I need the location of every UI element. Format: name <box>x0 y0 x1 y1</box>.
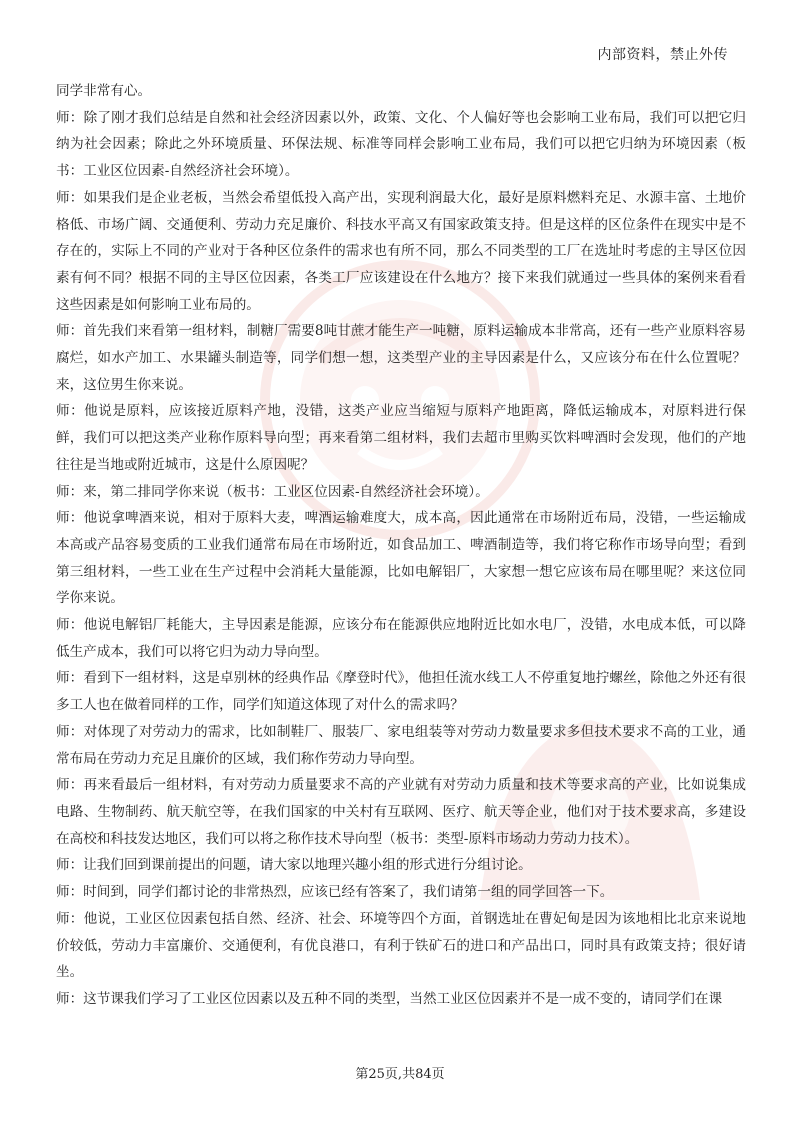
paragraph: 师：时间到，同学们都讨论的非常热烈，应该已经有答案了，我们请第一组的同学回答一下。 <box>56 884 614 901</box>
paragraph: 师：让我们回到课前提出的问题，请大家以地理兴趣小组的形式进行分组讨论。 <box>56 857 532 874</box>
paragraph: 师：除了刚才我们总结是自然和社会经济因素以外，政策、文化、个人偏好等也会影响工业布局，我们可以把它归纳为社会因素；除此之外环境质量、环保法规、标准等同样会影响工业布局，我们可以把它归纳为环境因素（板书：工业区位因素-自然经济社会环境）。 <box>56 109 746 180</box>
page-number: 第25页,共84页 <box>355 1067 445 1082</box>
paragraph: 师：对体现了对劳动力的需求，比如制鞋厂、服装厂、家电组装等对劳动力数量要求多但技术要求不高的工业，通常布局在劳动力充足且廉价的区域，我们称作劳动力导向型。 <box>56 723 746 767</box>
paragraph: 师：他说，工业区位因素包括自然、经济、社会、环境等四个方面，首钢选址在曹妃甸是因为该地相比北京来说地价较低，劳动力丰富廉价、交通便利，有优良港口，有利于铁矿石的进口和产品出口，同时具有政策支持；很好请坐。 <box>56 910 746 981</box>
paragraph: 师：再来看最后一组材料，有对劳动力质量要求不高的产业就有对劳动力质量和技术等要求高的产业，比如说集成电路、生物制药、航天航空等，在我们国家的中关村有互联网、医疗、航天等企业，他们对于技术要求高，多建设在高校和科技发达地区，我们可以将之称作技术导向型（板书：类型-原料市场动力劳动力技术）。 <box>56 777 746 847</box>
header-note: 内部资料，禁止外传 <box>597 47 728 63</box>
paragraph: 师：这节课我们学习了工业区位因素以及五种不同的类型，当然工业区位因素并不是一成不变的，请同学们在课 <box>56 990 723 1007</box>
paragraph: 师：他说电解铝厂耗能大，主导因素是能源，应该分布在能源供应地附近比如水电厂，没错，水电成本低，可以降低生产成本，我们可以将它归为动力导向型。 <box>56 617 746 660</box>
paragraph: 师：看到下一组材料，这是卓别林的经典作品《摩登时代》，他担任流水线工人不停重复地拧螺丝，除他之外还有很多工人也在做着同样的工作，同学们知道这体现了对什么的需求吗？ <box>56 670 746 714</box>
paragraph: 师：首先我们来看第一组材料，制糖厂需要8吨甘蔗才能生产一吨糖，原料运输成本非常高，还有一些产业原料容易腐烂，如水产加工、水果罐头制造等，同学们想一想，这类型产业的主导因素是什么，又应该分布在什么位置呢？来，这位男生你来说。 <box>56 323 746 393</box>
paragraph: 师：他说拿啤酒来说，相对于原料大麦，啤酒运输难度大，成本高，因此通常在市场附近布局，没错，一些运输成本高或产品容易变质的工业我们通常布局在市场附近，如食品加工、啤酒制造等，我们将它称作市场导向型；看到第三组材料，一些工业在生产过程中会消耗大量能源，比如电解铝厂，大家想一想它应该布局在哪里呢？来这位同学你来说。 <box>56 510 746 607</box>
document-body <box>56 78 746 1013</box>
paragraph: 同学非常有心。 <box>56 83 152 99</box>
paragraph: 师：如果我们是企业老板，当然会希望低投入高产出，实现利润最大化，最好是原料燃料充足、水源丰富、土地价格低、市场广阔、交通便利、劳动力充足廉价、科技水平高又有国家政策支持。但是这样的区位条件在现实中是不存在的，实际上不同的产业对于各种区位条件的需求也有所不同，那么不同类型的工厂在选址时考虑的主导区位因素有何不同？根据不同的主导区位因素，各类工厂应该建设在什么地方？接下来我们就通过一些具体的案例来看看这些因素是如何影响工业布局的。 <box>56 189 746 313</box>
paragraph: 师：来，第二排同学你来说（板书：工业区位因素-自然经济社会环境）。 <box>56 483 489 500</box>
paragraph: 师：他说是原料，应该接近原料产地，没错，这类产业应当缩短与原料产地距离，降低运输成本，对原料进行保鲜，我们可以把这类产业称作原料导向型；再来看第二组材料，我们去超市里购买饮料啤酒时会发现，他们的产地往往是当地或附近城市，这是什么原因呢？ <box>56 403 746 473</box>
